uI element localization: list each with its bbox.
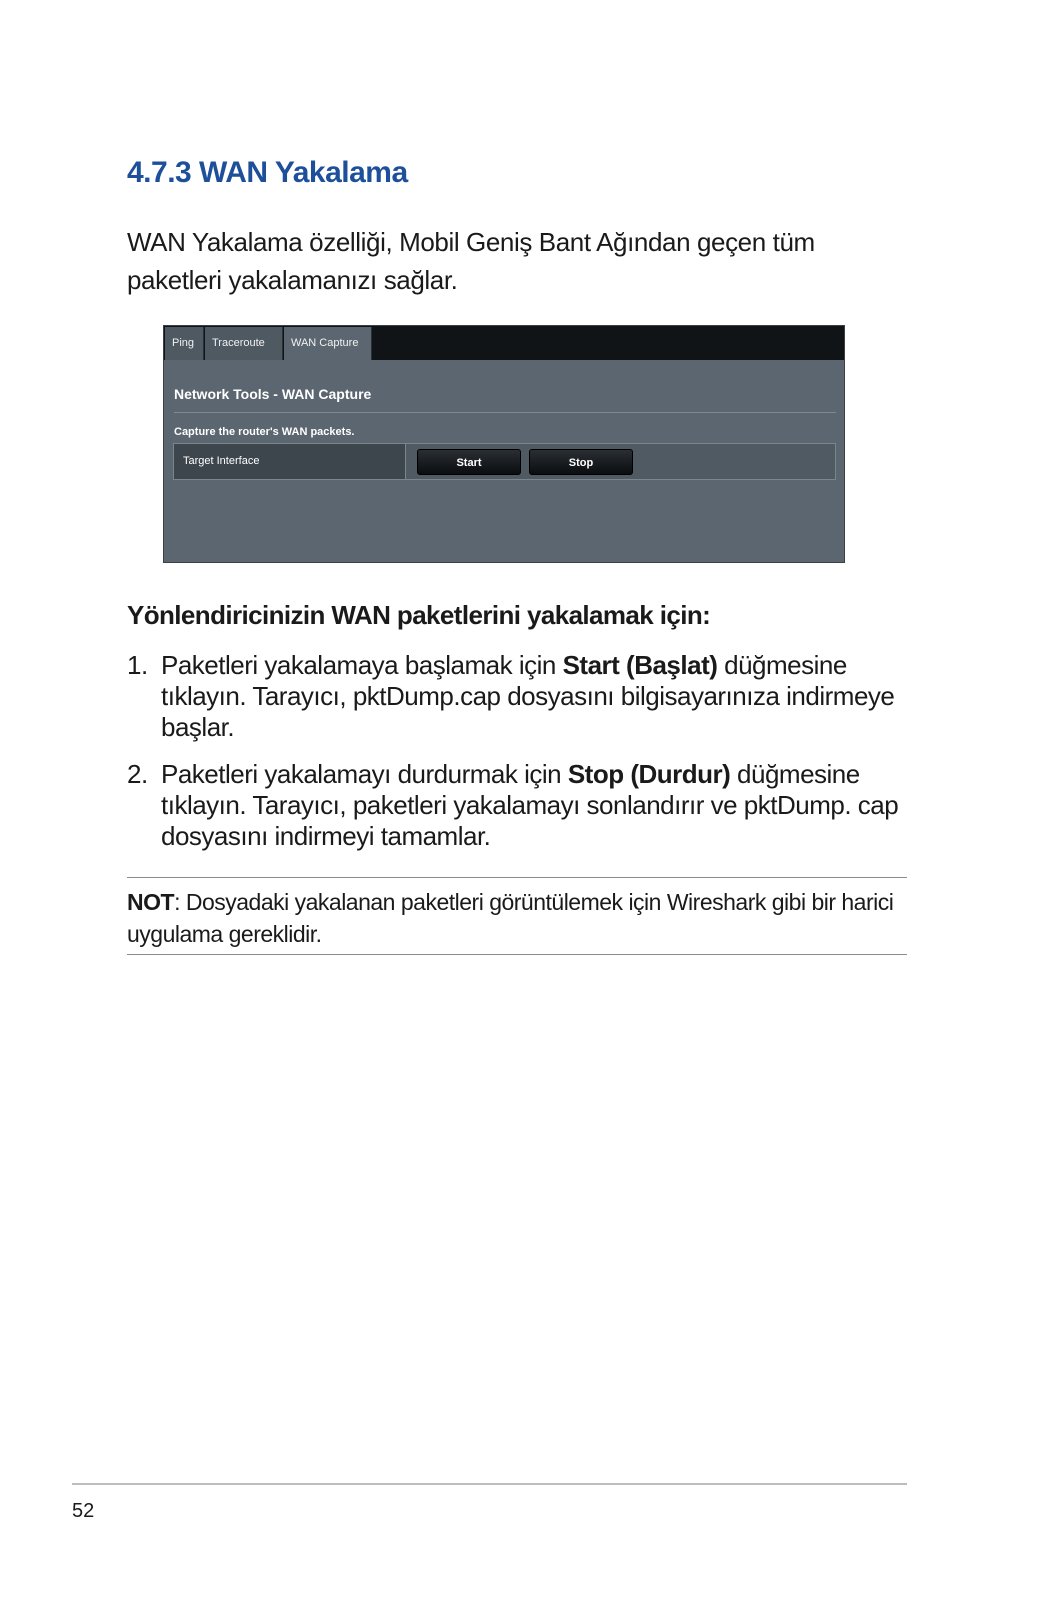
step-number: 2.	[127, 759, 148, 789]
intro-paragraph: WAN Yakalama özelliği, Mobil Geniş Bant Ağından geçen tüm paketleri yakalamanızı sağlar.	[127, 227, 815, 295]
step-text: düğmesine tıklayın. Tarayıcı, pktDump.cap dosyasını bilgisayarınıza indirmeye başlar.	[161, 650, 895, 742]
stop-button[interactable]: Stop	[529, 449, 633, 475]
tab-bar	[164, 326, 844, 360]
note-text: : Dosyadaki yakalanan paketleri görüntülemek için Wireshark gibi bir harici uygulama gereklidir.	[127, 889, 894, 947]
step-button-name: Start (Başlat)	[562, 650, 718, 680]
tab-wan-capture[interactable]: WAN Capture	[284, 327, 372, 360]
target-interface-label: Target Interface	[174, 444, 406, 479]
tab-traceroute[interactable]: Traceroute	[205, 327, 283, 360]
start-button[interactable]: Start	[417, 449, 521, 475]
step-number: 1.	[127, 650, 148, 680]
steps-heading: Yönlendiricinizin WAN paketlerini yakalamak için:	[127, 600, 711, 630]
note-paragraph	[127, 886, 907, 950]
step-2	[127, 759, 917, 852]
note-box	[127, 877, 907, 955]
step-text: düğmesine tıklayın. Tarayıcı, paketleri yakalamayı sonlandırır ve pktDump. cap dosyasını indirmeyi tamamlar.	[161, 759, 899, 851]
section-heading: 4.7.3 WAN Yakalama	[127, 156, 408, 189]
page-number: 52	[72, 1500, 95, 1522]
note-label: NOT	[127, 889, 175, 915]
step-text: Paketleri yakalamaya başlamak için	[161, 650, 563, 680]
tab-ping[interactable]: Ping	[165, 327, 204, 360]
wan-capture-screenshot	[163, 325, 845, 563]
step-text: Paketleri yakalamayı durdurmak için	[161, 759, 568, 789]
panel-description: Capture the router's WAN packets.	[174, 426, 355, 438]
panel-title: Network Tools - WAN Capture	[174, 386, 372, 402]
steps-list	[127, 650, 917, 852]
footer-divider	[72, 1483, 907, 1485]
step-button-name: Stop (Durdur)	[567, 759, 731, 789]
panel-divider	[174, 412, 836, 413]
target-interface-row	[173, 443, 836, 480]
step-1	[127, 650, 917, 743]
